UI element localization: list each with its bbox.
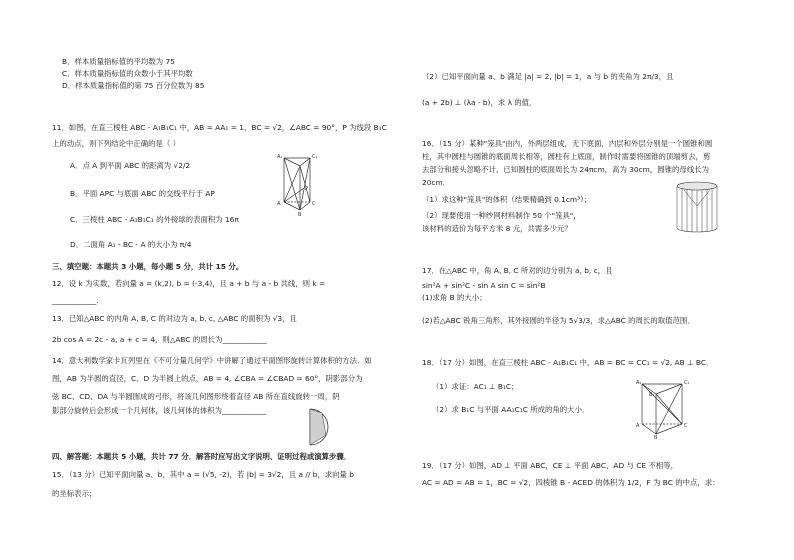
q16-stem-1: 16．（15 分）某种"笼具"由内，外两层组成，无下底面，内层和外层分别是一个圆锥和圆 — [422, 139, 713, 148]
q11-option-b: B．平面 APC 与底面 ABC 的交线平行于 AP — [70, 189, 215, 198]
q11-option-d: D．二面角 A₁ - BC - A 的大小为 π/4 — [70, 240, 192, 249]
q17-stem-1: 17．在△ABC 中，角 A, B, C 所对的边分别为 a, b, c，且 — [422, 266, 613, 275]
label18-b: B — [654, 435, 658, 440]
label18-b1: B₁ — [649, 392, 655, 398]
option-c: C．样本质量指标值的众数小于其平均数 — [62, 69, 193, 78]
q18-stem: 18．（17 分）如图，在直三棱柱 ABC - A₁B₁C₁ 中，AB = BC = CC₁ = √2, AB ⊥ BC． — [422, 358, 714, 367]
q16-part2-a: （2）现要使用一种纱网材料制作 50 个"笼具"， — [422, 211, 581, 220]
q11-option-a: A．点 A 到平面 ABC 的距离为 √2/2 — [70, 161, 191, 170]
q16-stem-4: 20cm． — [422, 178, 451, 187]
q16-stem-3: 去部分和接头忽略不计，已知圆柱的底面周长为 24πcm，高为 30cm，圆锥的母线长为 — [422, 165, 709, 174]
label-a: A — [277, 201, 281, 207]
q11-option-c: C．三棱柱 ABC - A₁B₁C₁ 的外接球的表面积为 16π — [70, 215, 239, 224]
q12-stem: 12．设 k 为实数，若向量 a = (k,2), b = (-3,4)，且 a + b 与 a - b 共线，则 k = — [52, 279, 326, 288]
q16-part2-b: 该材料的造价为每平方米 8 元，共需多少元？ — [422, 224, 572, 233]
q15-part2-1: （2）已知平面向量 a、b 满足 |a| = 2, |b| = 1，a 与 b 的夹角为 2π/3，且 — [422, 72, 674, 81]
q17-part2: (2)若△ABC 锐角三角形，其外接圆的半径为 5√3/3，求△ABC 的周长的取值范围． — [422, 316, 695, 325]
label18-a1: A₁ — [636, 380, 642, 386]
label-c1: C₁ — [312, 154, 318, 160]
label18-c1: C₁ — [684, 380, 690, 386]
q16-part1: （1）求这种"笼具"的体积（结果精确到 0.1cm³）； — [422, 195, 592, 204]
q19-stem-2: AC = AD = AB = 1，BC = √2，四棱锥 B - ACED 的体积为 1/2，F 为 BC 的中点，求： — [422, 478, 720, 487]
q13-stem-2: 2b cos A = 2c - a, a + c = 4，则△ABC 的周长为____________ — [52, 335, 267, 344]
label-b: B — [298, 212, 302, 218]
q15-stem-1: 15．（13 分）已知平面向量 a、b，其中 a = (√5, -2)，若 |b| = 3√2，且 a // b，求向量 b — [52, 470, 354, 479]
q16-cage-figure — [672, 180, 722, 234]
label18-a: A — [636, 423, 640, 429]
q14-semicircle-figure — [302, 405, 332, 449]
q18-prism-figure — [634, 378, 694, 440]
q14-stem-4: 影部分旋转后会形成一个几何体，该几何体的体积为____________ — [52, 406, 267, 415]
q14-stem-2: 图，AB 为半圆的直径，C、D 为半圆上的点，AB = 4, ∠CBA = ∠CBAD = 60°，阴影部分为 — [52, 374, 363, 383]
label18-c: C — [684, 423, 688, 429]
q15-stem-2: 的坐标表示； — [52, 489, 97, 498]
q11-stem-1: 11．如图，在直三棱柱 ABC - A₁B₁C₁ 中，AB = AA₁ = 1，BC = √2，∠ABC = 90°，P 为线段 B₁C — [52, 123, 387, 132]
q16-stem-2: 柱，其中圆柱与圆锥的底面周长相等，圆柱有上底面，制作时需要将圆锥的顶端剪去，剪 — [422, 152, 711, 161]
q11-prism-figure — [274, 150, 344, 218]
section-3-heading: 三、填空题：本题共 3 小题，每小题 5 分，共计 15 分。 — [52, 262, 244, 271]
section-4-heading: 四、解答题：本题共 5 小题，共计 77 分．解答时应写出文字说明、证明过程或演算步骤． — [52, 452, 352, 461]
q17-stem-2: sin²A + sin²C - sin A sin C = sin²B — [422, 281, 546, 290]
label-a1: A₁ — [277, 154, 283, 160]
q11-stem-2: 上的动点，则下列结论中正确的是（ ） — [52, 139, 180, 148]
q19-stem-1: 19．（17 分）如图，AD ⊥ 平面 ABC，CE ⊥ 平面 ABC，AD 与 CE 不相等， — [422, 461, 678, 470]
label-c: C — [312, 201, 316, 207]
option-b: B．样本质量指标值的平均数为 75 — [62, 57, 175, 66]
label-p: P — [305, 186, 309, 192]
option-d: D．样本质量指标值的第 75 百分位数为 85 — [62, 81, 205, 90]
q13-stem-1: 13．已知△ABC 的内角 A, B, C 的对边为 a, b, c, △ABC 的面积为 √3，且 — [52, 314, 297, 323]
q14-stem-3: 弦 BC、CD、DA 与半圆围成的弓形，将该几何图形绕着直径 AB 所在直线旋转一周，阴 — [52, 392, 340, 401]
q18-part2: （2）求 B₁C 与平面 AA₁C₁C 所成的角的大小． — [432, 405, 590, 414]
q17-part1: (1)求角 B 的大小； — [422, 293, 487, 302]
q12-blank: ____________. — [52, 296, 99, 305]
q18-part1: （1）求证：AC₁ ⊥ B₁C； — [432, 382, 519, 391]
q15-part2-2: (a + 2b) ⊥ (λa - b)，求 λ 的值． — [422, 98, 537, 107]
q14-stem-1: 14．意大利数学家卡瓦列里在《不可分量几何学》中讲解了通过平面图形旋转计算体积的方法．如 — [52, 356, 372, 365]
